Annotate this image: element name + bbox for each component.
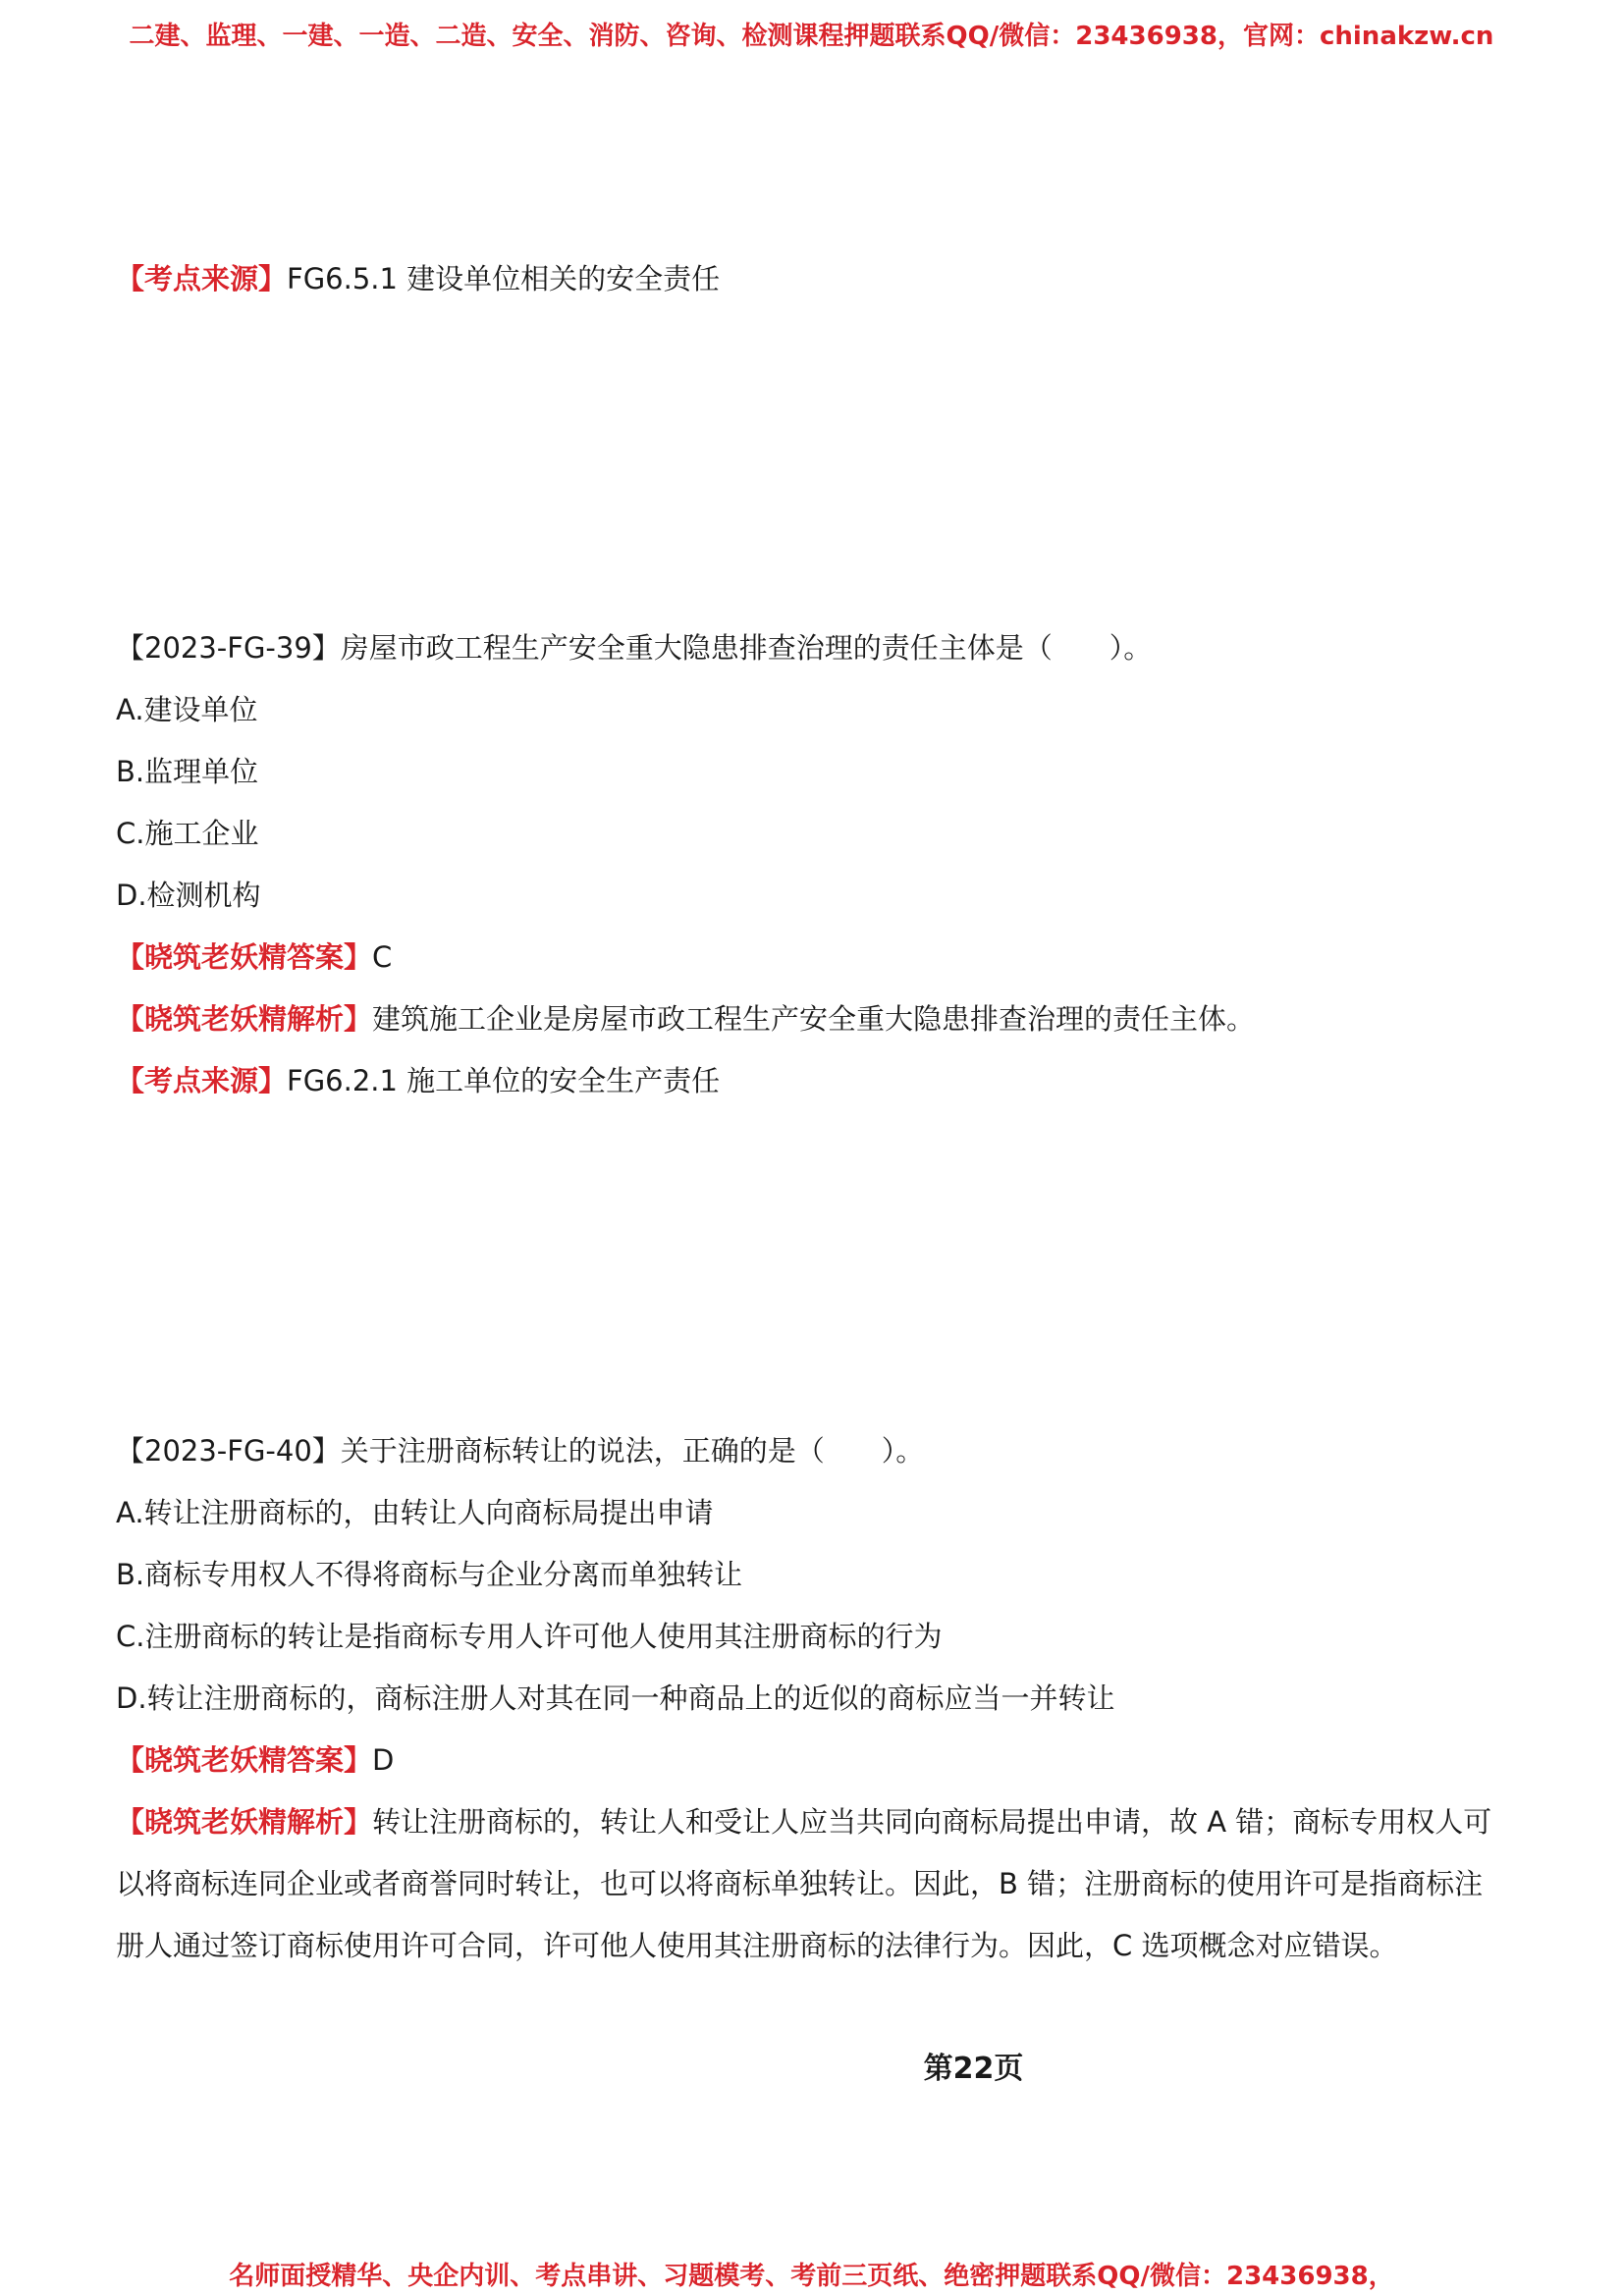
header-banner: 二建、监理、一建、一造、二造、安全、消防、咨询、检测课程押题联系QQ/微信：23436938，官网：chinakzw.cn xyxy=(129,22,1494,51)
option-a: A.转让注册商标的，由转让人向商标局提出申请 xyxy=(116,1496,714,1529)
option-a: A.建设单位 xyxy=(116,693,258,726)
answer-value: D xyxy=(372,1743,395,1777)
option-c: C.施工企业 xyxy=(116,817,259,850)
question-stem: 【2023-FG-39】房屋市政工程生产安全重大隐患排查治理的责任主体是（ ）。 xyxy=(116,631,1153,665)
answer-value: C xyxy=(372,940,393,974)
analysis-tag: 【晓筑老妖精解析】 xyxy=(116,1805,373,1839)
option-c: C.注册商标的转让是指商标专用人许可他人使用其注册商标的行为 xyxy=(116,1620,943,1653)
answer-tag: 【晓筑老妖精答案】 xyxy=(116,940,373,974)
answer-line xyxy=(116,1740,394,1780)
analysis-line xyxy=(116,999,1255,1039)
source-tag: 【考点来源】 xyxy=(116,1064,288,1097)
page-number: 第22页 xyxy=(923,2052,1024,2086)
analysis-tag: 【晓筑老妖精解析】 xyxy=(116,1002,373,1036)
question-stem: 【2023-FG-40】关于注册商标转让的说法，正确的是（ ）。 xyxy=(116,1434,925,1468)
answer-line xyxy=(116,937,392,977)
footer-banner: 名师面授精华、央企内训、考点串讲、习题模考、考前三页纸、绝密押题联系QQ/微信：23436938， xyxy=(229,2262,1394,2291)
option-b: B.商标专用权人不得将商标与企业分离而单独转让 xyxy=(116,1558,743,1591)
source-tag: 【考点来源】 xyxy=(116,262,288,295)
answer-tag: 【晓筑老妖精答案】 xyxy=(116,1743,373,1777)
analysis-text: 转让注册商标的，转让人和受让人应当共同向商标局提出申请，故 A 错；商标专用权人可以将商标连同企业或者商誉同时转让，也可以将商标单独转让。因此，B 错；注册商标的使用许可是指商标注册人通过签订商标使用许可合同，许可他人使用其注册商标的法律行为。因此，C 选项概念对应错误。 xyxy=(116,1805,1492,1962)
option-d: D.转让注册商标的，商标注册人对其在同一种商品上的近似的商标应当一并转让 xyxy=(116,1682,1115,1715)
source-line xyxy=(116,1061,720,1100)
source-text: FG6.2.1 施工单位的安全生产责任 xyxy=(287,1064,721,1097)
analysis-paragraph xyxy=(116,1791,1510,1977)
prev-source-line xyxy=(116,259,720,298)
option-b: B.监理单位 xyxy=(116,755,259,788)
option-d: D.检测机构 xyxy=(116,879,261,912)
analysis-text: 建筑施工企业是房屋市政工程生产安全重大隐患排查治理的责任主体。 xyxy=(372,1002,1256,1036)
source-text: FG6.5.1 建设单位相关的安全责任 xyxy=(287,262,721,295)
